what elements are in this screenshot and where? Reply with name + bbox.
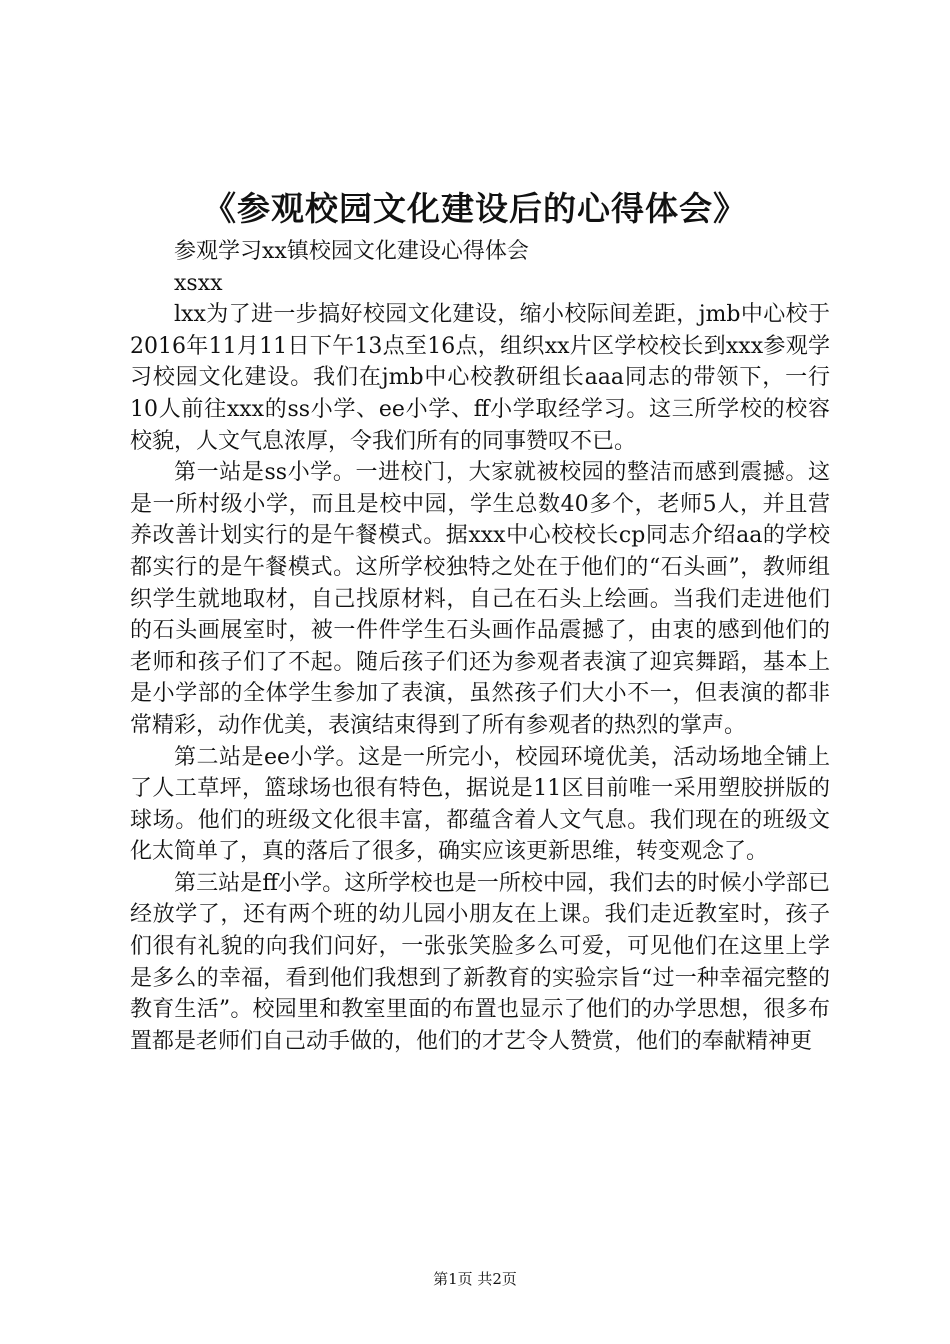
second-stop-paragraph: 第二站是ee小学。这是一所完小，校园环境优美，活动场地全铺上了人工草坪，篮球场也很有特色，据说是11区目前唯一采用塑胶拼版的球场。他们的班级文化很丰富，都蕴含着人文气息。我们现在的班级文化太简单了，真的落后了很多，确实应该更新思维，转变观念了。	[130, 744, 830, 865]
page-number-footer: 第1页 共2页	[433, 1270, 517, 1288]
subtitle-paragraph: 参观学习xx镇校园文化建设心得体会	[174, 239, 529, 264]
third-stop-paragraph: 第三站是ff小学。这所学校也是一所校中园，我们去的时候小学部已经放学了，还有两个班的幼儿园小朋友在上课。我们走近教室时，孩子们很有礼貌的向我们问好，一张张笑脸多么可爱，可见他们在这里上学是多么的幸福，看到他们我想到了新教育的实验宗旨“过一种幸福完整的教育生活”。校园里和教室里面的布置也显示了他们的办学思想，很多布置都是老师们自己动手做的，他们的才艺令人赞赏，他们的奉献精神更	[130, 870, 830, 1054]
first-stop-paragraph: 第一站是ss小学。一进校门，大家就被校园的整洁而感到震撼。这是一所村级小学，而且是校中园，学生总数40多个，老师5人，并且营养改善计划实行的是午餐模式。据xxx中心校校长cp同志介绍aa的学校都实行的是午餐模式。这所学校独特之处在于他们的“石头画”，教师组织学生就地取材，自己找原材料，自己在石头上绘画。当我们走进他们的石头画展室时，被一件件学生石头画作品震撼了，由衷的感到他们的老师和孩子们了不起。随后孩子们还为参观者表演了迎宾舞蹈，基本上是小学部的全体学生参加了表演，虽然孩子们大小不一，但表演的都非常精彩，动作优美，表演结束得到了所有参观者的热烈的掌声。	[130, 460, 830, 738]
intro-paragraph: lxx为了进一步搞好校园文化建设，缩小校际间差距，jmb中心校于2016年11月11日下午13点至16点，组织xx片区学校校长到xxx参观学习校园文化建设。我们在jmb中心校教研组长aaa同志的带领下，一行10人前往xxx的ss小学、ee小学、ff小学取经学习。这三所学校的校容校貌，人文气息浓厚，令我们所有的同事赞叹不已。	[130, 302, 830, 454]
document-title: 《参观校园文化建设后的心得体会》	[203, 189, 747, 228]
document-body	[130, 236, 830, 1057]
author-paragraph: xsxx	[174, 270, 223, 296]
